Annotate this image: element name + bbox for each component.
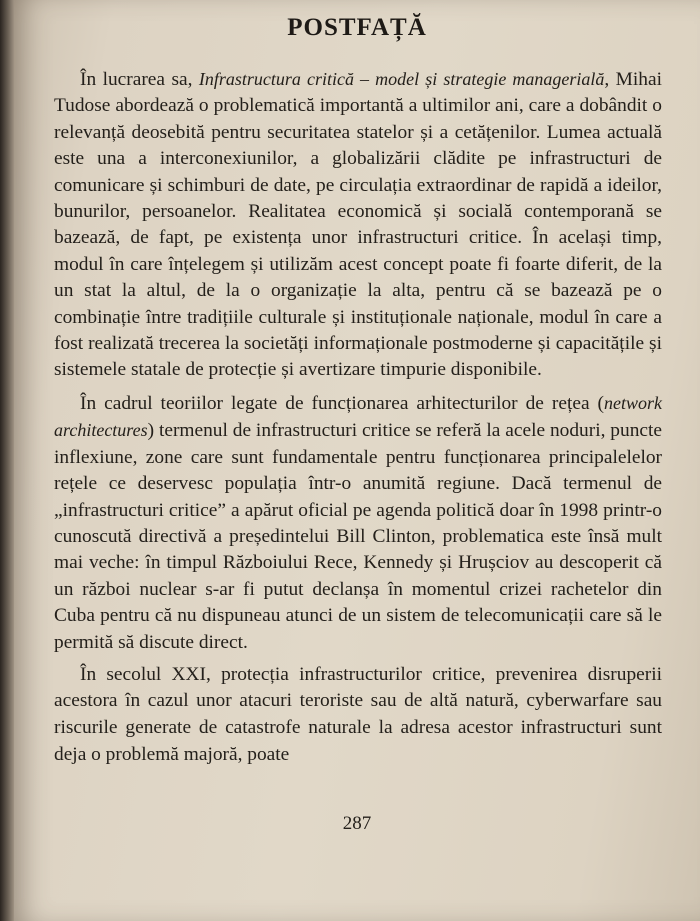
book-gutter [0, 0, 14, 921]
paragraph-2-text-end: ) termenul de infrastructuri critice se referă la acele noduri, puncte inflexiune, zone care sunt fundamentale pentru funcționarea principalelelor rețele ce deservesc populația într-o anumită regiune. Dacă termenul de „infrastructuri critice” a apărut oficial pe agenda politică doar în 1998 printr-o cunoscută directivă a președintelui Bill Clinton, problematica este însă mult mai veche: în timpul Războiului Rece, Kennedy și Hrușciov au descoperit că un război nuclear s-ar fi putut declanșa în momentul crizei rachetelor din Cuba pentru că nu dispuneau atunci de un sistem de telecomunicații care să le permită să discute direct. [54, 420, 662, 653]
paragraph-1-text-start: În lucrarea sa, [80, 69, 199, 90]
paragraph-2 [54, 390, 662, 656]
network-architectures-italic: network architectures [54, 392, 662, 441]
page-title: POSTFAȚĂ [287, 14, 427, 41]
book-page [14, 0, 700, 921]
paragraph-1 [54, 66, 662, 384]
page-number: 287 [342, 813, 372, 834]
paragraph-1-text-end: , Mihai Tudose abordează o problematică importantă a ultimilor ani, care a dobândit o relevanță deosebită pentru securitatea statelor și a cetățenilor. Lumea actuală este una a interconexiunilor, a globalizării clădite pe infrastructuri de comunicare și schimburi de date, pe circulația extraordinar de rapidă a ideilor, bunurilor, persoanelor. Realitatea economică și socială contemporană se bazează, de fapt, pe existența unor infrastructuri critice. În același timp, modul în care înțelegem și utilizăm acest concept poate fi foarte diferit, de la un stat la altul, de la o organizație la alta, pentru că se bazează pe o combinație între tradițiile culturale și instituționale naționale, modul în care a fost realizată trecerea la societăți informaționale postmoderne și capacitățile și sistemele statale de protecție și avertizare timpurie disponibile. [54, 69, 662, 381]
paragraph-3-text: În secolul XXI, protecția infrastructurilor critice, prevenirea disruperii acestora în cazul unor atacuri teroriste sau de altă natură, cyberwarfare sau riscurile generate de catastrofe naturale la adresa acestor infrastructuri sunt deja o problemă majoră, poate [54, 663, 662, 766]
book-title-italic: Infrastructura critică – model și strategie managerială [198, 69, 605, 89]
body-text [54, 66, 662, 775]
paragraph-3 [54, 662, 662, 769]
paragraph-2-text-start: În cadrul teoriilor legate de funcționarea arhitecturilor de rețea ( [80, 392, 604, 414]
